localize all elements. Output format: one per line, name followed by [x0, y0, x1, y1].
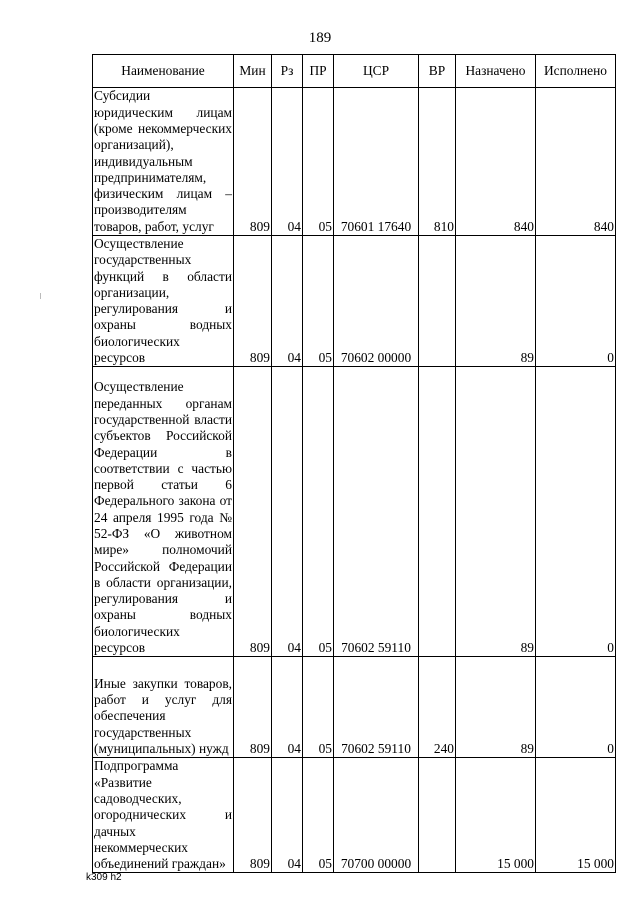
- row-name: Иные закупки товаров, работ и услуг для обеспечения государственных (муниципальных) нужд: [93, 657, 234, 758]
- row-rz: 04: [272, 88, 303, 236]
- row-vr: [419, 367, 456, 657]
- table-row: [93, 758, 616, 873]
- row-csr: 70602 00000: [334, 236, 419, 367]
- row-min: 809: [234, 367, 272, 657]
- table-row: [93, 236, 616, 367]
- row-name: Осуществление переданных органам государственной власти субъектов Российской Федерации в соответствии с частью первой статьи 6 Федерального закона от 24 апреля 1995 года № 52-ФЗ «О животном мире» полномочий Российской Федерации в области организации, регулирования и охраны водных биологических ресурсов: [93, 367, 234, 657]
- row-assigned: 89: [456, 657, 536, 758]
- row-executed: 840: [536, 88, 616, 236]
- row-csr: 70602 59110: [334, 657, 419, 758]
- table-row: [93, 657, 616, 758]
- header-name: Наименование: [93, 55, 234, 88]
- row-assigned: 840: [456, 88, 536, 236]
- row-name: Осуществление государственных функций в области организации, регулирования и охраны водных биологических ресурсов: [94, 236, 232, 366]
- table-row: [93, 88, 616, 236]
- header-vr: ВР: [419, 55, 456, 88]
- row-executed: 15 000: [536, 758, 616, 873]
- row-pr: 05: [303, 758, 334, 873]
- row-vr: [419, 236, 456, 367]
- row-min: 809: [234, 236, 272, 367]
- row-rz: 04: [272, 367, 303, 657]
- row-rz: 04: [272, 236, 303, 367]
- row-vr: 240: [419, 657, 456, 758]
- row-name: Подпрограмма «Развитие садоводческих, огороднических и дачных некоммерческих объединений граждан»: [94, 758, 232, 872]
- row-csr: 70700 00000: [334, 758, 419, 873]
- scan-speck: [40, 293, 41, 299]
- row-vr: 810: [419, 88, 456, 236]
- table-row: [93, 367, 616, 657]
- table-header-row: [93, 55, 616, 88]
- row-min: 809: [234, 657, 272, 758]
- row-assigned: 89: [456, 236, 536, 367]
- header-csr: ЦСР: [334, 55, 419, 88]
- header-pr: ПР: [303, 55, 334, 88]
- row-executed: 0: [536, 236, 616, 367]
- footer-code: k309 h2: [86, 872, 122, 883]
- row-rz: 04: [272, 657, 303, 758]
- row-executed: 0: [536, 657, 616, 758]
- row-pr: 05: [303, 88, 334, 236]
- row-pr: 05: [303, 236, 334, 367]
- row-vr: [419, 758, 456, 873]
- header-executed: Исполнено: [536, 55, 616, 88]
- row-assigned: 15 000: [456, 758, 536, 873]
- row-pr: 05: [303, 367, 334, 657]
- row-min: 809: [234, 88, 272, 236]
- header-rz: Рз: [272, 55, 303, 88]
- row-csr: 70602 59110: [334, 367, 419, 657]
- row-min: 809: [234, 758, 272, 873]
- row-assigned: 89: [456, 367, 536, 657]
- budget-table: [92, 54, 616, 873]
- header-assigned: Назначено: [456, 55, 536, 88]
- page-number: 189: [308, 30, 332, 46]
- row-csr: 70601 17640: [334, 88, 419, 236]
- row-pr: 05: [303, 657, 334, 758]
- row-name: Субсидии юридическим лицам (кроме некоммерческих организаций), индивидуальным предпринимателям, физическим лицам – производителям товаров, работ, услуг: [94, 88, 232, 234]
- header-min: Мин: [234, 55, 272, 88]
- row-executed: 0: [536, 367, 616, 657]
- row-rz: 04: [272, 758, 303, 873]
